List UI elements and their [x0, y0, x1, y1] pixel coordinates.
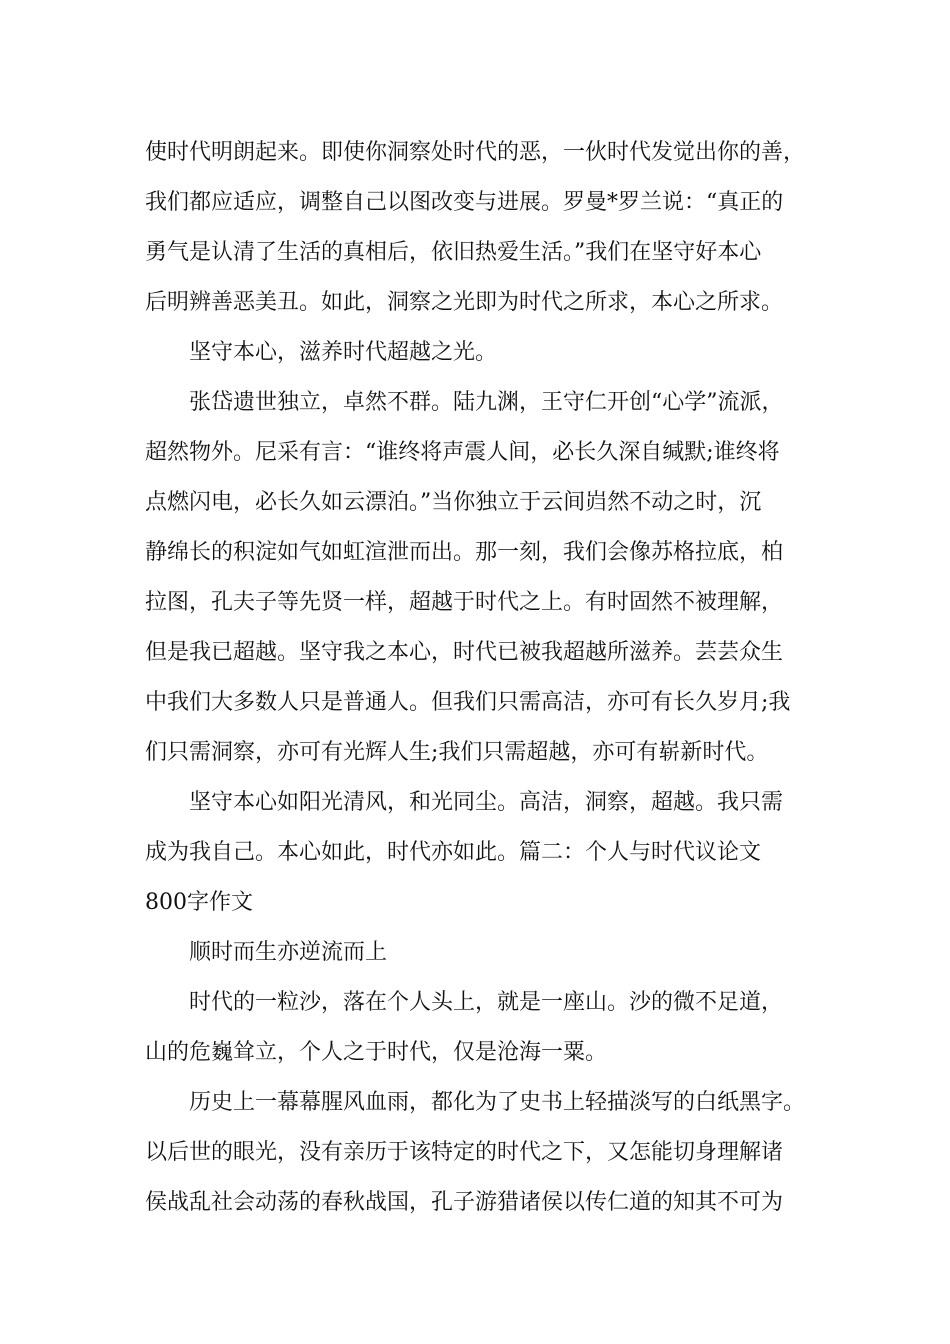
- text-line: 800字作文: [145, 890, 253, 915]
- text-line: 我们都应适应，调整自己以图改变与进展。罗曼*罗兰说：“真正的: [145, 190, 784, 215]
- paragraph-first-line: 坚守本心，滋养时代超越之光。: [189, 340, 498, 365]
- text-line: 成为我自己。本心如此，时代亦如此。篇二：个人与时代议论文: [145, 840, 762, 865]
- text-line: 们只需洞察，亦可有光辉人生;我们只需超越，亦可有崭新时代。: [145, 740, 769, 765]
- paragraph-first-line: 历史上一幕幕腥风血雨，都化为了史书上轻描淡写的白纸黑字。: [189, 1090, 806, 1115]
- text-line: 点燃闪电，必长久如云漂泊。”当你独立于云间岿然不动之时，沉: [145, 490, 762, 515]
- text-line: 中我们大多数人只是普通人。但我们只需高洁，亦可有长久岁月;我: [145, 690, 791, 715]
- text-line: 拉图，孔夫子等先贤一样，超越于时代之上。有时固然不被理解，: [145, 590, 784, 615]
- paragraph-first-line: 坚守本心如阳光清风，和光同尘。高洁，洞察，超越。我只需: [189, 790, 784, 815]
- text-line: 山的危巍耸立，个人之于时代，仅是沧海一粟。: [145, 1040, 608, 1065]
- document-body: [145, 128, 815, 1228]
- text-line: 但是我已超越。坚守我之本心，时代已被我超越所滋养。芸芸众生: [145, 640, 784, 665]
- paragraph-first-line: 时代的一粒沙，落在个人头上，就是一座山。沙的微不足道，: [189, 990, 784, 1015]
- text-line: 以后世的眼光，没有亲历于该特定的时代之下，又怎能切身理解诸: [145, 1140, 784, 1165]
- paragraph-first-line: 张岱遗世独立，卓然不群。陆九渊，王守仁开创“心学”流派，: [189, 390, 784, 415]
- text-line: 超然物外。尼采有言：“谁终将声震人间，必长久深自缄默;谁终将: [145, 440, 780, 465]
- text-line: 后明辨善恶美丑。如此，洞察之光即为时代之所求，本心之所求。: [145, 290, 784, 315]
- text-line: 静绵长的积淀如气如虹渲泄而出。那一刻，我们会像苏格拉底，柏: [145, 540, 784, 565]
- section-heading: 顺时而生亦逆流而上: [189, 940, 388, 965]
- text-line: 使时代明朗起来。即使你洞察处时代的恶，一伙时代发觉出你的善，: [145, 140, 806, 165]
- text-line: 侯战乱社会动荡的春秋战国，孔子游猎诸侯以传仁道的知其不可为: [145, 1190, 784, 1215]
- text-line: 勇气是认清了生活的真相后，依旧热爱生活。”我们在坚守好本心: [145, 240, 762, 265]
